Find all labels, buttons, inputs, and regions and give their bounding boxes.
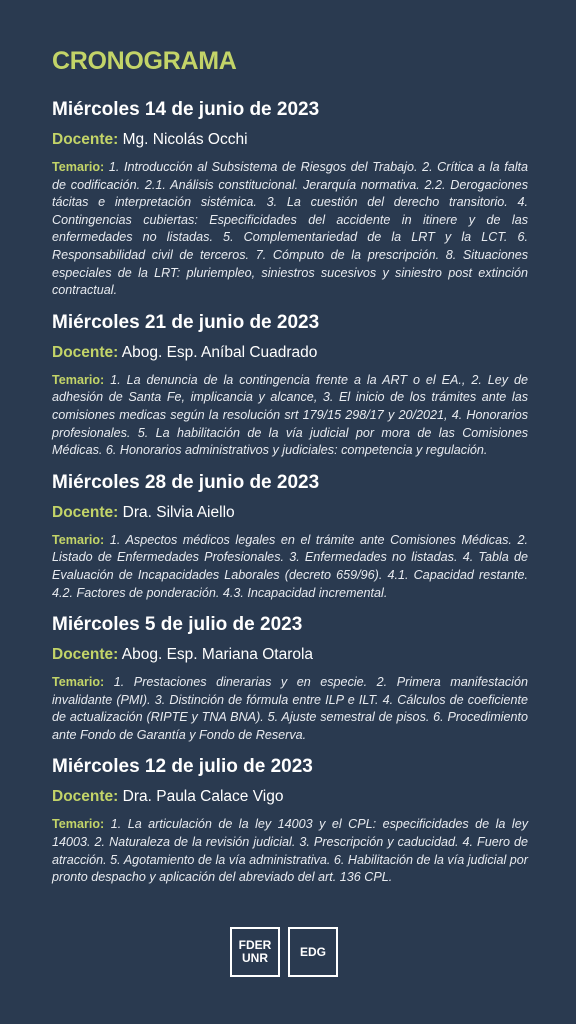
session-date: Miércoles 21 de junio de 2023	[52, 311, 320, 333]
session-docente	[52, 343, 528, 363]
session-docente	[52, 503, 528, 523]
fder-logo-line2: UNR	[242, 951, 268, 965]
temario-label: Temario:	[52, 532, 105, 547]
session-temario	[52, 159, 528, 300]
session-docente	[52, 130, 528, 150]
docente-name: Dra. Paula Calace Vigo	[122, 788, 284, 806]
docente-label: Docente:	[52, 646, 119, 664]
docente-label: Docente:	[52, 131, 119, 148]
session-temario	[52, 372, 528, 460]
docente-name: Dra. Silvia Aiello	[122, 503, 235, 521]
temario-text: 1. Introducción al Subsistema de Riesgos del Trabajo. 2. Crítica a la falta de codificación. 2.1. Análisis constitucional. Jerarquía normativa. 2.2. Derogaciones tácitas e interpretación sistémica. 3. La cuestión del derecho transitorio. 4. Contingencias cubiertas: Especificidades del accidente in itinere y de las enfermedades no listadas. 5. Complementariedad de la LRT y la LCT. 6. Responsabilidad civil de terceros. 7. Cómputo de la prescripción. 8. Situaciones especiales de la LRT: pluriempleo, siniestros sucesivos y siniestro post extinción contractual.	[52, 160, 529, 298]
fder-unr-logo	[230, 927, 280, 977]
docente-label: Docente:	[52, 343, 119, 361]
temario-text: 1. Prestaciones dinerarias y en especie. 2. Primera manifestación invalidante (PMI). 3. Distinción de fórmula entre ILP e ILT. 4. Cálculos de coeficiente de actualización (RIPTE y TNA BNA). 5. Ajuste semestral de pisos. 6. Procedimiento ante Fondo de Garantía y Fondo de Reserva.	[52, 675, 528, 742]
temario-label: Temario:	[52, 817, 105, 832]
session-temario	[52, 674, 528, 744]
edg-logo-text: EDG	[299, 944, 326, 959]
session-item	[52, 755, 528, 886]
fder-logo-line1: FDER	[238, 938, 272, 952]
docente-label: Docente:	[52, 788, 119, 806]
temario-text: 1. La articulación de la ley 14003 y el CPL: especificidades de la ley 14003. 2. Naturaleza de la revisión judicial. 3. Prescripción y caducidad. 4. Fuero de atracción. 5. Agotamiento de la vía administrativa. 6. Habilitación de la vía judicial por pronto despacho y aplicación del abreviado del art. 136 CPL.	[52, 817, 528, 885]
session-temario	[52, 816, 528, 886]
temario-text: 1. Aspectos médicos legales en el trámite ante Comisiones Médicas. 2. Listado de Enfermedades Profesionales. 3. Enfermedades no listadas. 4. Tabla de Evaluación de Incapacidades Laborales (decreto 659/96). 4.1. Capacidad restante. 4.2. Factores de ponderación. 4.3. Incapacidad incremental.	[52, 532, 528, 600]
session-date: Miércoles 12 de julio de 2023	[52, 756, 313, 778]
session-docente	[52, 787, 528, 807]
temario-text: 1. La denuncia de la contingencia frente a la ART o el EA., 2. Ley de adhesión de Santa Fe, implicancia y alcance, 3. El inicio de los trámites ante las comisiones medicas según la resolución srt 179/15 298/17 y 20/2021, 4. Honorarios profesionales. 5. La habilitación de la vía judicial por mora de las Comisiones Médicas. 6. Honorarios administrativos y judiciales: competencia y regulación.	[52, 372, 528, 458]
session-date: Miércoles 14 de junio de 2023	[52, 99, 320, 120]
page-title: CRONOGRAMA	[52, 47, 237, 75]
session-date: Miércoles 28 de junio de 2023	[52, 471, 320, 493]
session-temario	[52, 532, 528, 602]
session-item	[52, 98, 528, 300]
session-item	[52, 311, 528, 460]
temario-label: Temario:	[52, 372, 105, 387]
session-date: Miércoles 5 de julio de 2023	[52, 614, 303, 636]
session-item	[52, 471, 528, 602]
docente-name: Abog. Esp. Mariana Otarola	[121, 646, 314, 664]
docente-label: Docente:	[52, 503, 119, 521]
temario-label: Temario:	[52, 675, 105, 690]
docente-name: Abog. Esp. Aníbal Cuadrado	[121, 343, 318, 361]
session-docente	[52, 645, 528, 665]
session-list	[52, 98, 528, 898]
temario-label: Temario:	[52, 160, 105, 174]
docente-name: Mg. Nicolás Occhi	[122, 131, 248, 148]
footer-logos	[230, 927, 338, 977]
session-item	[52, 613, 528, 744]
edg-logo	[288, 927, 338, 977]
